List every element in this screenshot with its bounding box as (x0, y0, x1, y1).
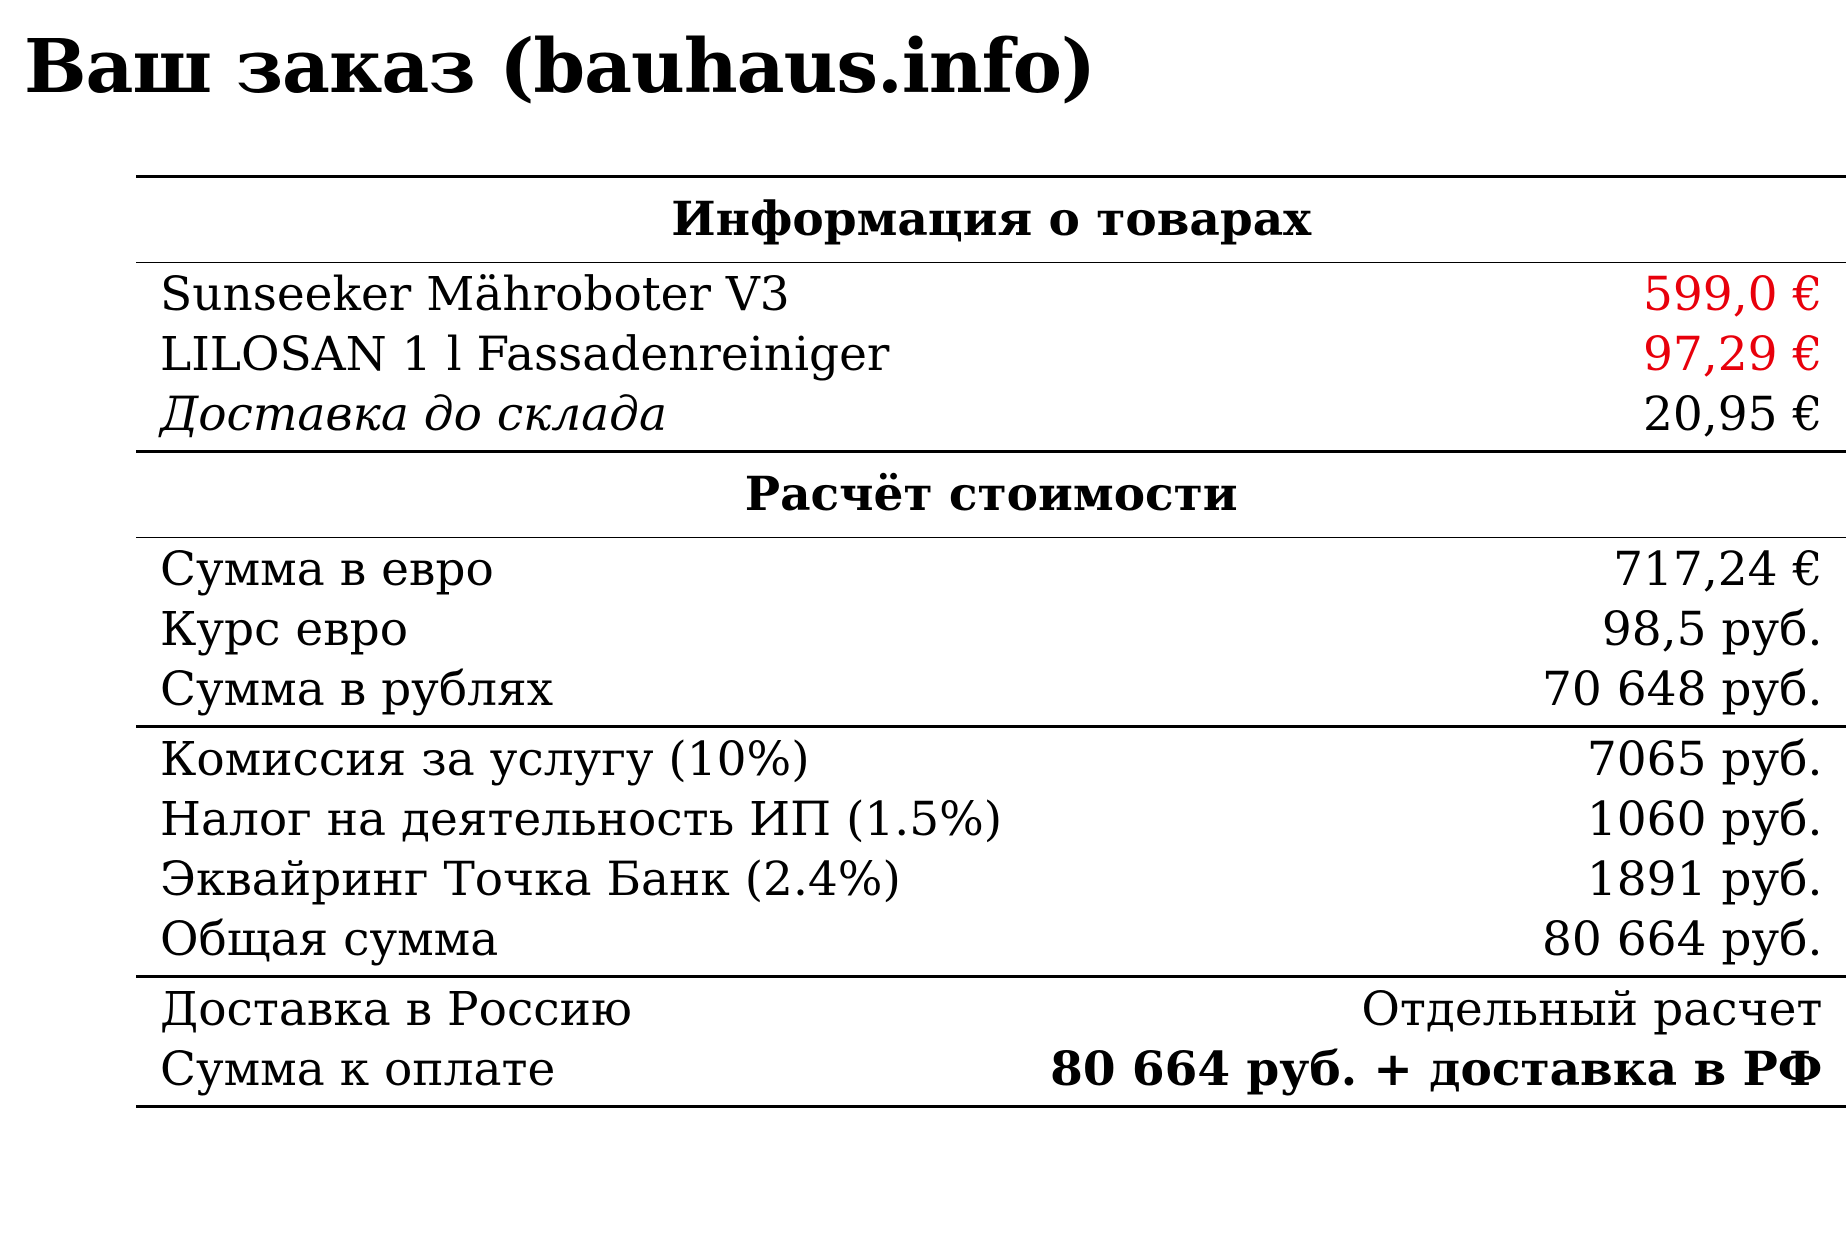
fee-row (136, 727, 1846, 791)
shipping-to-warehouse-value: 20,95 € (1643, 387, 1823, 442)
calc-label: Сумма в евро (136, 538, 1026, 601)
product-name: LILOSAN 1 l Fassadenreiniger (160, 327, 890, 382)
page-title: Ваш заказ (bauhaus.info) (24, 24, 1095, 110)
fee-row (136, 850, 1846, 910)
amount-due-row (136, 1040, 1846, 1107)
fee-label: Налог на деятельность ИП (1.5%) (160, 792, 1003, 847)
calc-value: 98,5 руб. (1601, 602, 1823, 657)
amount-due-value: 80 664 руб. + доставка в РФ (1026, 1040, 1846, 1107)
delivery-russia-row (136, 977, 1846, 1041)
total-row (136, 910, 1846, 977)
calc-value: 717,24 € (1026, 538, 1846, 601)
shipping-to-warehouse-label: Доставка до склада (160, 387, 667, 442)
calc-row (136, 660, 1846, 727)
amount-due-label: Сумма к оплате (136, 1040, 1026, 1107)
product-price: 97,29 € (1643, 327, 1823, 382)
total-label: Общая сумма (160, 912, 499, 967)
fee-value: 1891 руб. (1586, 852, 1823, 907)
delivery-russia-label: Доставка в Россию (136, 977, 1026, 1041)
fee-row (136, 790, 1846, 850)
products-header: Информация о товарах (136, 177, 1846, 263)
calc-row (136, 600, 1846, 660)
product-row (136, 325, 1846, 385)
calculation-header: Расчёт стоимости (136, 452, 1846, 538)
shipping-to-warehouse-row (136, 385, 1846, 452)
fee-value: 7065 руб. (1026, 727, 1846, 791)
total-value: 80 664 руб. (1542, 912, 1823, 967)
fee-value: 1060 руб. (1586, 792, 1823, 847)
product-name: Sunseeker Mähroboter V3 (136, 263, 1026, 326)
calc-row (136, 538, 1846, 601)
product-row (136, 263, 1846, 326)
calculation-header-row (136, 452, 1846, 538)
fee-label: Эквайринг Точка Банк (2.4%) (160, 852, 901, 907)
delivery-russia-value: Отдельный расчет (1026, 977, 1846, 1041)
order-summary-table (136, 175, 1846, 1108)
calc-value: 70 648 руб. (1542, 662, 1823, 717)
products-header-row (136, 177, 1846, 263)
product-price: 599,0 € (1026, 263, 1846, 326)
calc-label: Сумма в рублях (160, 662, 554, 717)
fee-label: Комиссия за услугу (10%) (136, 727, 1026, 791)
calc-label: Курс евро (160, 602, 409, 657)
